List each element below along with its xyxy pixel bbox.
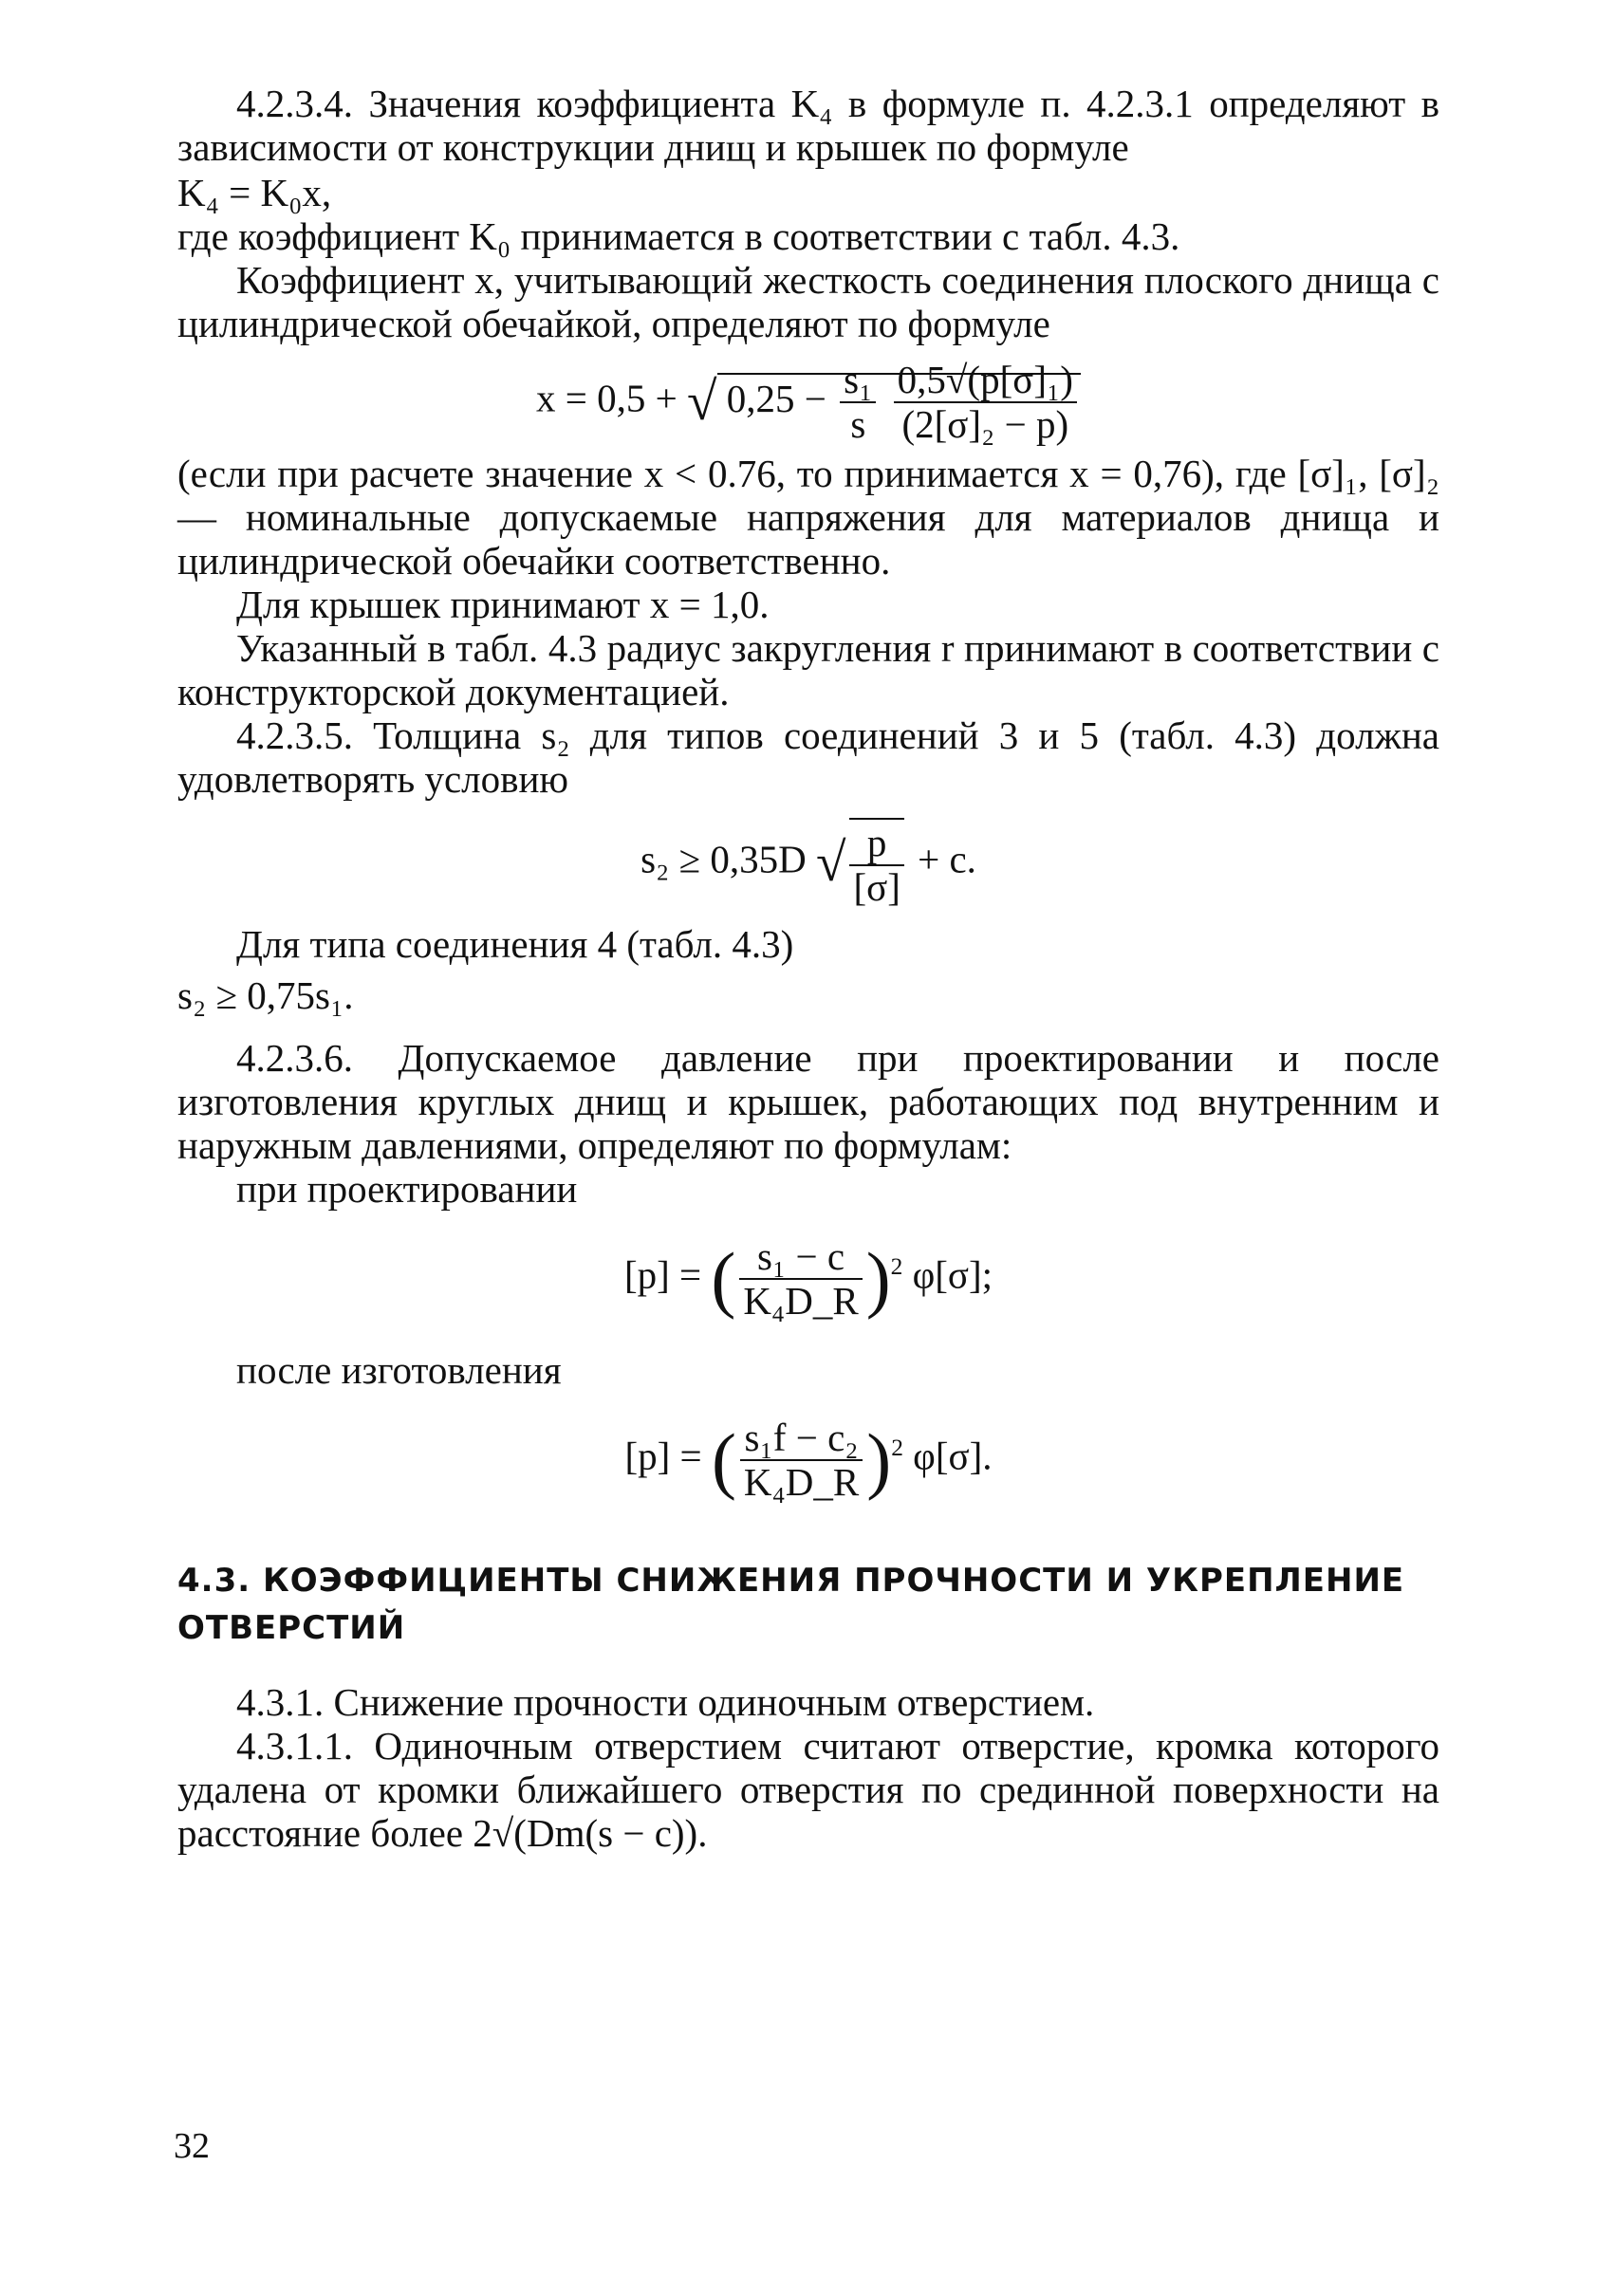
formula-k4: K₄ = K₀x, [177,171,332,214]
formula-p-manufactured [177,1416,1439,1504]
page-number: 32 [174,2126,210,2166]
left-paren: ( [711,1238,736,1321]
formula-s2-lead: s₂ ≥ 0,35D [640,837,807,881]
paragraph-covers: Для крышек принимают x = 1,0. [236,583,770,627]
page-body [177,82,1439,1855]
formula-p-design [177,1235,1439,1323]
sqrt-sign: √ [815,833,846,894]
fraction-denominator: s [840,401,876,446]
fraction-denominator: K₄D_R [739,1278,862,1323]
formula-s2-tail: + c. [918,837,976,881]
right-paren: ) [865,1238,891,1321]
fraction-numerator: s₁ [844,358,873,401]
paragraph-after-manufacture: после изготовления [236,1347,562,1392]
exponent: 2 [890,1253,903,1281]
left-paren: ( [711,1418,736,1501]
formula-p-lead: [p] = [624,1434,712,1478]
paragraph-4-2-3-6: 4.2.3.6. Допускаемое давление при проектировании и после изготовления круглых днищ и крышек, работающих под внутренним и наружным давлениями, определяют по формулам: [177,1036,1439,1168]
fraction-s1f-c2 [740,1416,863,1504]
fraction-denominator: (2[σ]₂ − p) [894,401,1077,446]
paragraph-4-2-3-5: 4.2.3.5. Толщина s₂ для типов соединений 3 и 5 (табл. 4.3) должна удовлетворять условию [177,713,1439,802]
fraction-sigma [894,359,1077,446]
fraction-p-sigma [849,818,903,909]
formula-x-radicand [717,358,1081,447]
exponent: 2 [891,1434,903,1461]
fraction-numerator: p [866,821,887,865]
formula-p-lead: [p] = [623,1252,712,1297]
paragraph-4-2-3-4: 4.2.3.4. Значения коэффициента K₄ в формуле п. 4.2.3.1 определяют в зависимости от конструкции днищ и крышек по формуле [177,82,1439,169]
paragraph-k0-table: где коэффициент K₀ принимается в соответствии с табл. 4.3. [177,214,1180,258]
formula-x [177,359,1439,446]
fraction-numerator: 0,5√(p[σ]₁) [897,358,1073,401]
formula-p-tail: φ[σ]; [902,1252,993,1297]
paragraph-4-3-1-1: 4.3.1.1. Одиночным отверстием считают отверстие, кромка которого удалена от кромки ближайшего отверстия по срединной поверхности на расстояние более 2√(Dm(s − c)). [177,1723,1439,1855]
fraction-denominator: [σ] [849,864,903,909]
fraction-s1-c [739,1235,862,1323]
fraction-s1-s [840,359,876,446]
paragraph-coefficient-x: Коэффициент x, учитывающий жесткость соединения плоского днища с цилиндрической обечайкой, определяют по формуле [177,258,1439,345]
paragraph-design: при проектировании [236,1167,578,1212]
paragraph-4-3-1: 4.3.1. Снижение прочности одиночным отверстием. [236,1679,1095,1724]
paragraph-type-4: Для типа соединения 4 (табл. 4.3) [236,922,794,967]
fraction-numerator: s₁ − c [756,1234,845,1279]
formula-s2-type4: s₂ ≥ 0,75s₁. [177,973,354,1018]
sqrt-sign: √ [687,372,717,433]
section-heading-4-3: 4.3. КОЭФФИЦИЕНТЫ СНИЖЕНИЯ ПРОЧНОСТИ И УКРЕПЛЕНИЕ ОТВЕРСТИЙ [177,1561,1405,1647]
paragraph-radius: Указанный в табл. 4.3 радиус закругления r принимают в соответствии с конструкторской документацией. [177,626,1439,714]
fraction-denominator: K₄D_R [740,1459,863,1504]
right-paren: ) [866,1418,892,1501]
formula-s2-condition [177,818,1439,909]
formula-p-tail: φ[σ]. [902,1434,993,1478]
formula-x-lead: x = 0,5 + [536,376,688,420]
fraction-numerator: s₁f − c₂ [744,1415,859,1459]
paragraph-x-condition: (если при расчете значение x < 0.76, то принимается x = 0,76), где [σ]₁, [σ]₂ — номинальные допускаемые напряжения для материалов днища и цилиндрической обечайки соответственно. [177,452,1439,583]
formula-x-inner: 0,25 − [726,376,837,420]
